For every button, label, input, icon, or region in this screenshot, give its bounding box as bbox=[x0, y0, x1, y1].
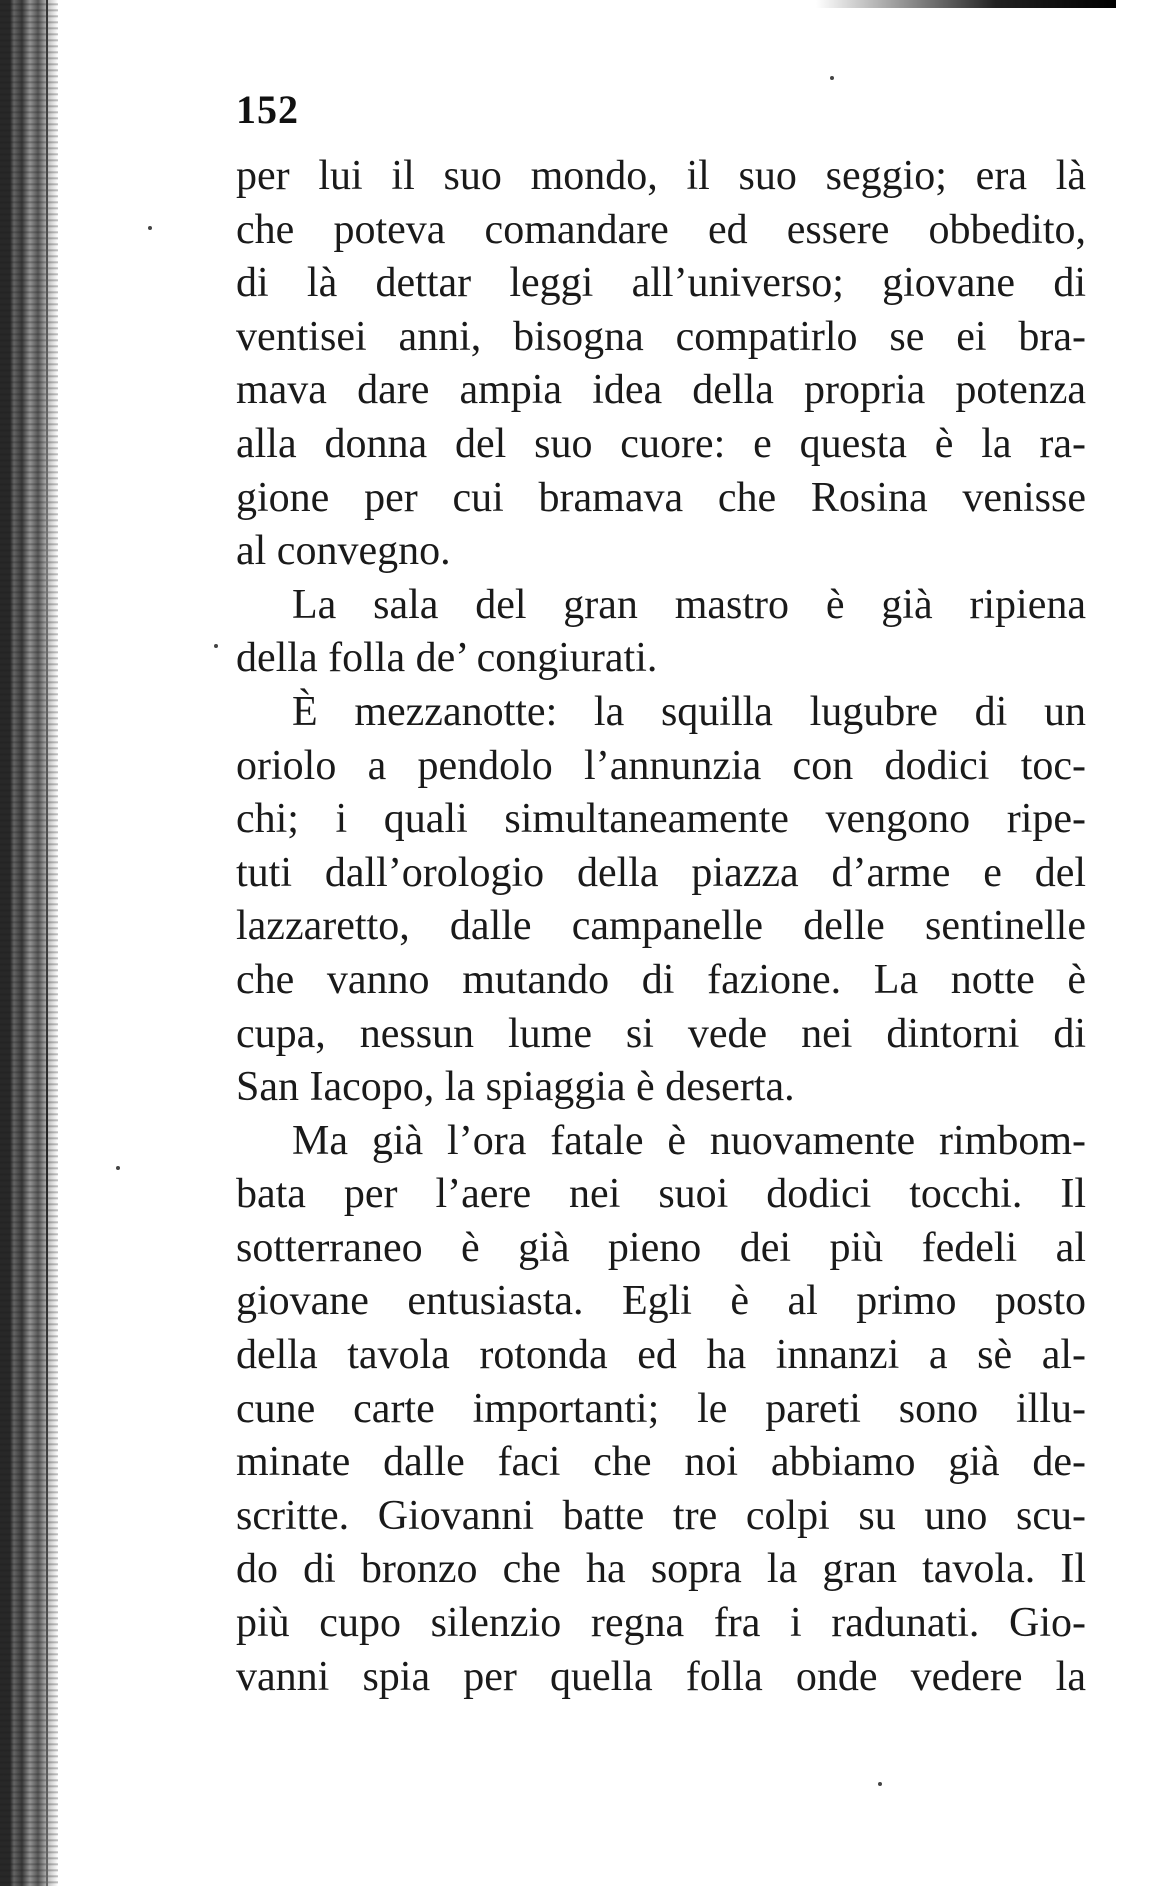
text-line: ventisei anni, bisogna compatirlo se ei bra- bbox=[236, 313, 1086, 360]
binding-shadow-line bbox=[46, 0, 48, 1886]
text-line: scritte. Giovanni batte tre colpi su uno scu- bbox=[236, 1492, 1086, 1539]
text-line: San Iacopo, la spiaggia è deserta. bbox=[236, 1064, 795, 1111]
text-line: della folla de’ congiurati. bbox=[236, 635, 658, 682]
text-line: minate dalle faci che noi abbiamo già de- bbox=[236, 1439, 1086, 1486]
text-line: della tavola rotonda ed ha innanzi a sè al- bbox=[236, 1332, 1086, 1379]
text-line: tuti dall’orologio della piazza d’arme e del bbox=[236, 849, 1086, 896]
text-line: al convegno. bbox=[236, 528, 451, 575]
text-line: giovane entusiasta. Egli è al primo posto bbox=[236, 1278, 1086, 1325]
text-line: do di bronzo che ha sopra la gran tavola. Il bbox=[236, 1546, 1086, 1593]
text-line: che vanno mutando di fazione. La notte è bbox=[236, 956, 1086, 1003]
scan-speck bbox=[116, 1166, 120, 1170]
book-binding-edge bbox=[0, 0, 58, 1886]
text-line: cune carte importanti; le pareti sono illu- bbox=[236, 1385, 1086, 1432]
text-line: per lui il suo mondo, il suo seggio; era là bbox=[236, 153, 1086, 199]
body-text bbox=[236, 150, 1086, 1704]
text-line: vanni spia per quella folla onde vedere la bbox=[236, 1653, 1086, 1700]
page-number: 152 bbox=[236, 87, 299, 132]
text-line: oriolo a pendolo l’annunzia con dodici toc- bbox=[236, 742, 1086, 789]
text-line: chi; i quali simultaneamente vengono ripe- bbox=[236, 796, 1086, 843]
scan-speck bbox=[830, 76, 834, 80]
text-line: che poteva comandare ed essere obbedito, bbox=[236, 206, 1086, 253]
text-line: sotterraneo è già pieno dei più fedeli al bbox=[236, 1224, 1086, 1271]
scan-speck bbox=[214, 644, 218, 648]
text-line: bata per l’aere nei suoi dodici tocchi. Il bbox=[236, 1171, 1086, 1218]
text-line: lazzaretto, dalle campanelle delle sentinelle bbox=[236, 903, 1086, 950]
text-line: mava dare ampia idea della propria potenza bbox=[236, 367, 1086, 414]
scan-speck bbox=[148, 226, 152, 230]
text-line: È mezzanotte: la squilla lugubre di un bbox=[292, 688, 1086, 735]
top-edge-mark bbox=[816, 0, 1116, 8]
text-line: più cupo silenzio regna fra i radunati. Gio- bbox=[236, 1600, 1086, 1647]
text-line: di là dettar leggi all’universo; giovane di bbox=[236, 260, 1086, 307]
text-line: alla donna del suo cuore: e questa è la ra- bbox=[236, 420, 1086, 467]
scan-speck bbox=[878, 1782, 882, 1786]
text-line: La sala del gran mastro è già ripiena bbox=[292, 581, 1086, 628]
text-line: cupa, nessun lume si vede nei dintorni di bbox=[236, 1010, 1086, 1057]
text-line: Ma già l’ora fatale è nuovamente rimbom- bbox=[292, 1117, 1086, 1164]
text-line: gione per cui bramava che Rosina venisse bbox=[236, 474, 1086, 521]
